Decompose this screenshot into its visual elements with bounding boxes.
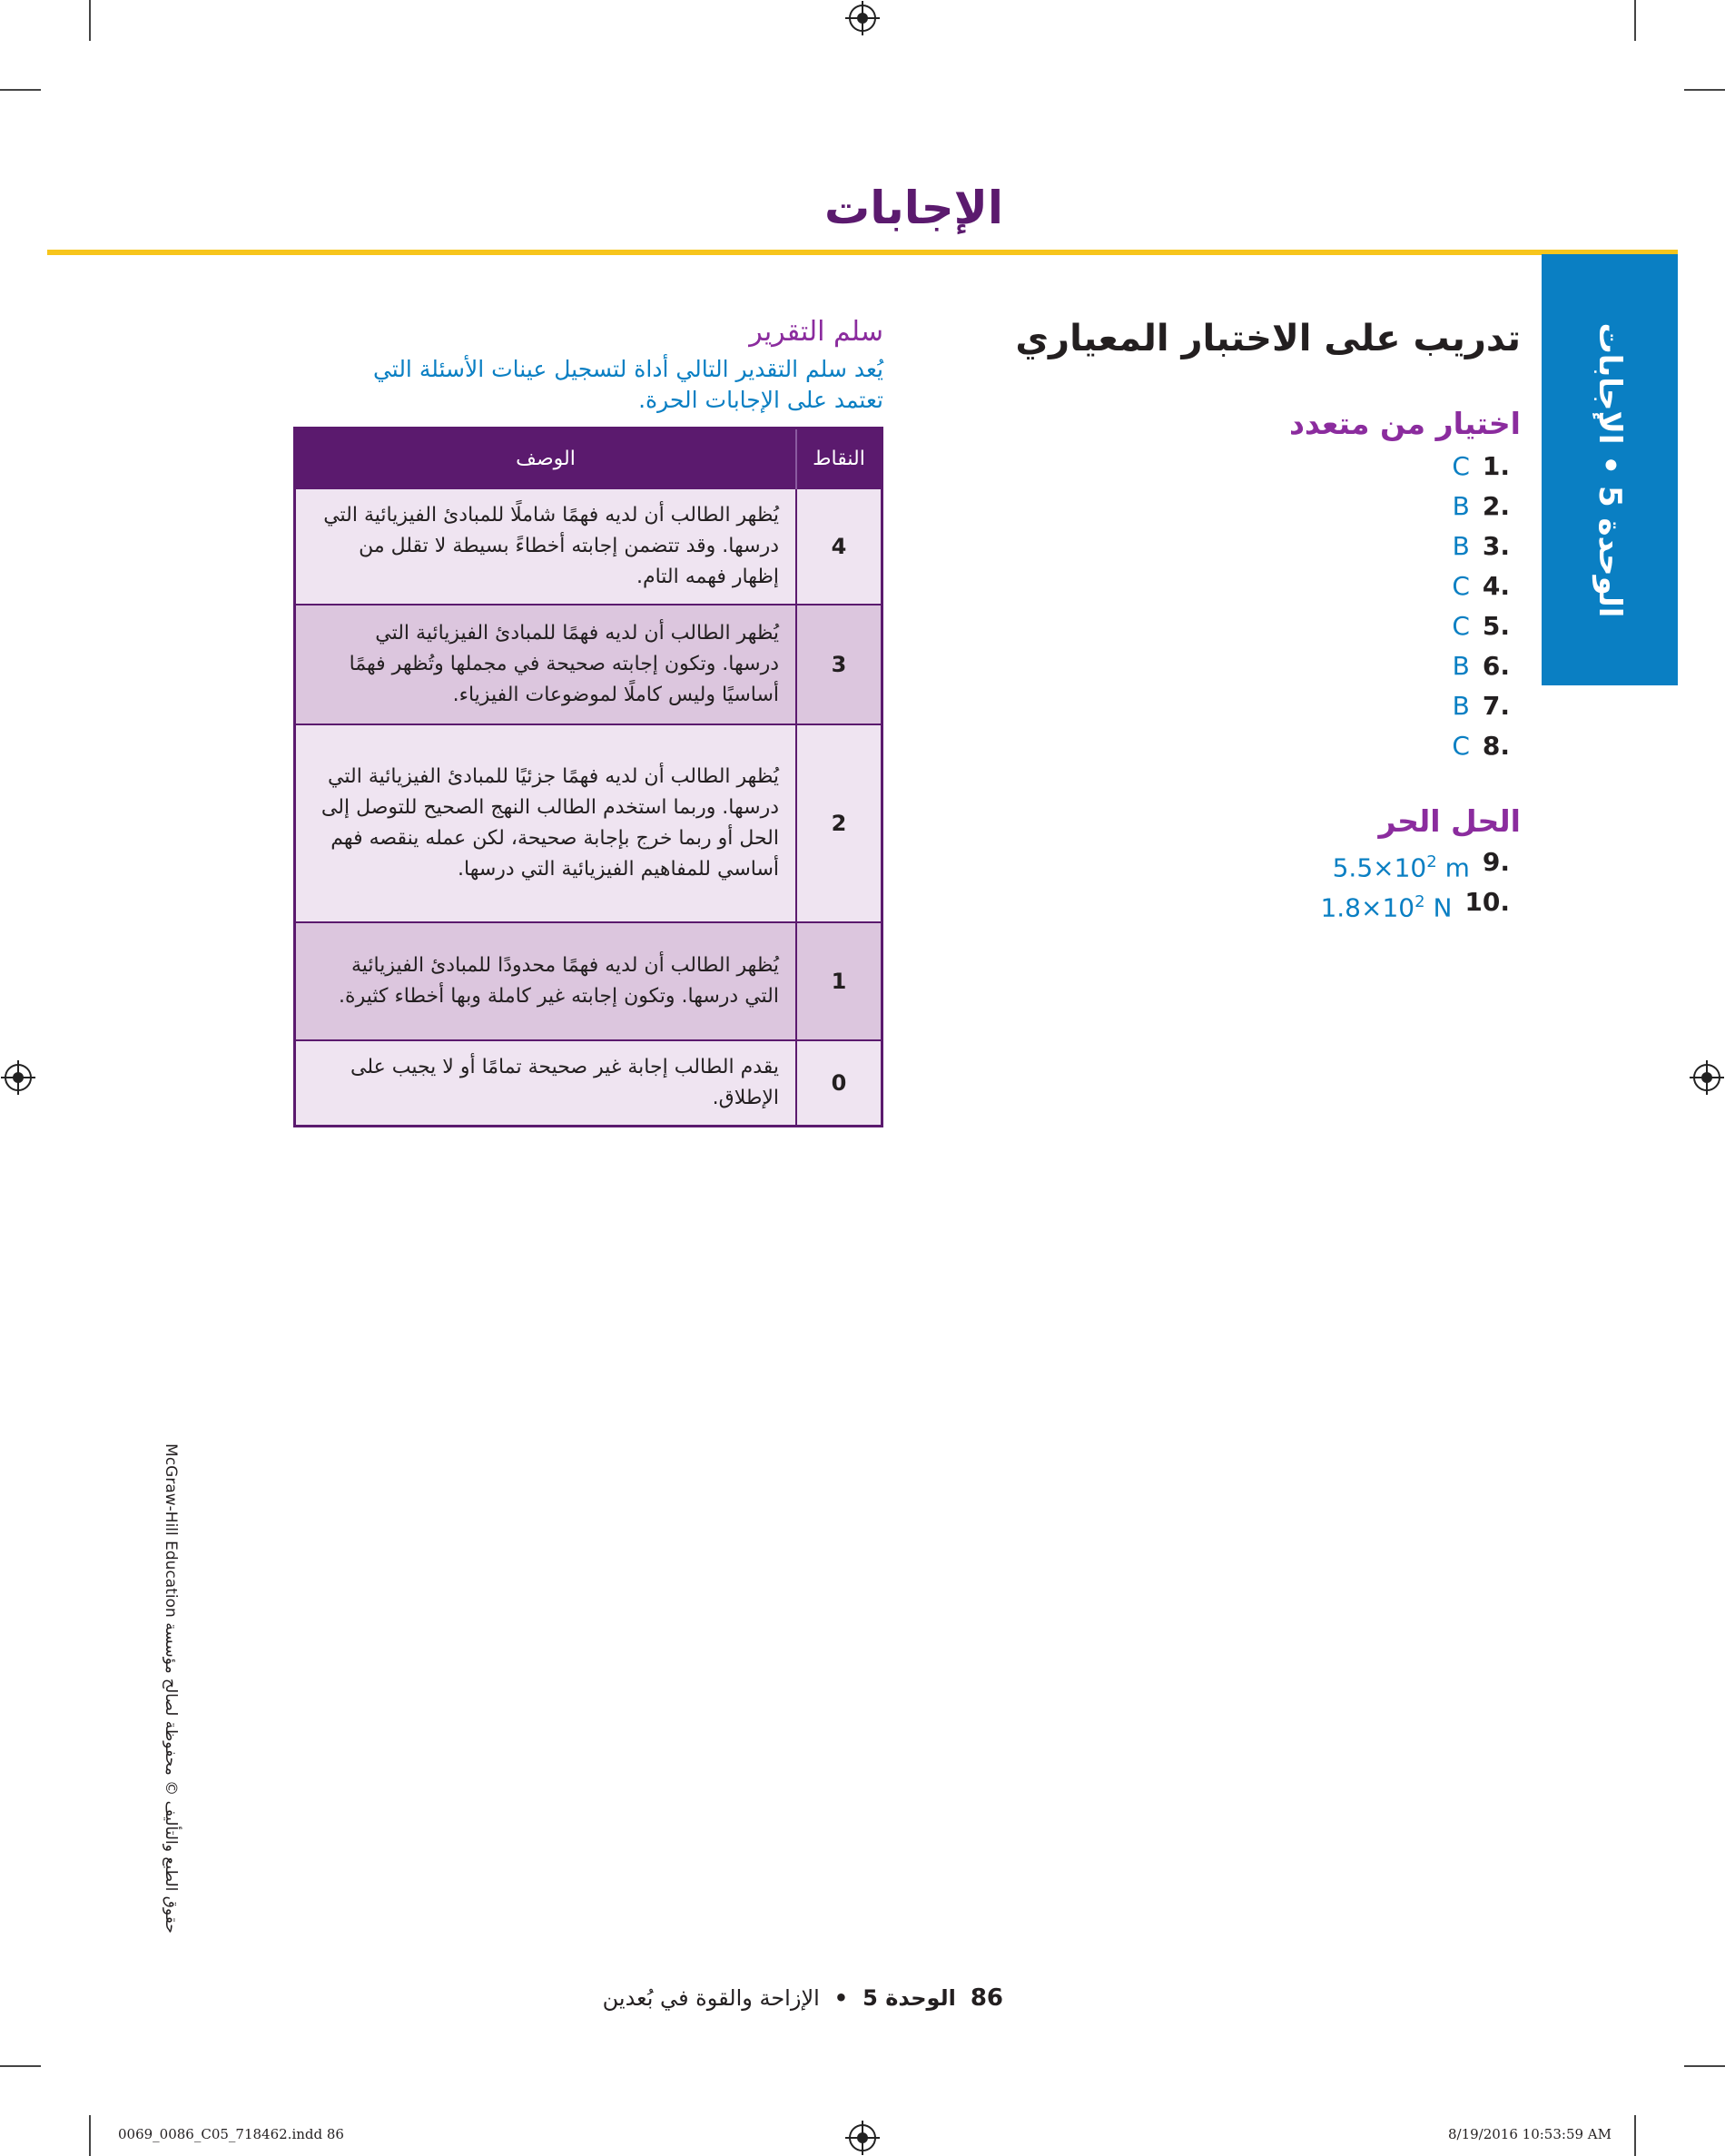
- registration-mark-icon: [849, 2124, 876, 2151]
- footer-chapter: الإزاحة والقوة في بُعدين: [602, 1985, 820, 2011]
- answer-number: 1.: [1482, 451, 1510, 481]
- rubric-table: [293, 427, 883, 1127]
- answer-value: [1333, 842, 1470, 882]
- list-item: [1452, 487, 1510, 527]
- list-item: [1452, 566, 1510, 606]
- crop-mark: [0, 2065, 41, 2067]
- table-row: [295, 724, 882, 922]
- answer-number: 5.: [1482, 611, 1510, 641]
- answer-mantissa: 5.5×10: [1332, 852, 1427, 883]
- multiple-choice-heading: اختيار من متعدد: [1288, 406, 1521, 441]
- crop-mark: [89, 2115, 91, 2156]
- answer-value: C: [1452, 731, 1470, 761]
- answer-number: 6.: [1482, 651, 1510, 681]
- answer-number: 10.: [1464, 887, 1510, 917]
- answer-number: 8.: [1482, 731, 1510, 761]
- rubric-text: يُظهر الطالب أن لديه فهمًا جزئيًا للمبادئ الفيزيائية التي درسها. وربما استخدم الطالب النهج الصحيح للتوصل إلى الحل أو ربما خرج بإجابة صحيحة، لكن عمله ينقصه فهم أساسي للمفاهيم الفيزيائية التي درسها.: [295, 724, 797, 922]
- rubric-text: يُظهر الطالب أن لديه فهمًا شاملًا للمبادئ الفيزيائية التي درسها. وقد تتضمن إجابته أخطاءً بسيطة لا تقلل من إظهار فهمه التام.: [295, 488, 797, 605]
- column-header-description: الوصف: [295, 428, 797, 489]
- table-row: [295, 605, 882, 724]
- answer-number: 2.: [1482, 491, 1510, 521]
- table-header-row: [295, 428, 882, 489]
- answer-number: 3.: [1482, 531, 1510, 561]
- crop-mark: [1634, 2115, 1636, 2156]
- answer-number: 4.: [1482, 571, 1510, 601]
- free-response-heading: الحل الحر: [1378, 803, 1521, 839]
- rubric-points: 2: [796, 724, 882, 922]
- table-row: [295, 488, 882, 605]
- column-header-points: النقاط: [796, 428, 882, 489]
- rubric-text: يُظهر الطالب أن لديه فهمًا للمبادئ الفيزيائية التي درسها. وتكون إجابته صحيحة في مجملها وتُظهر فهمًا أساسيًا وليس كاملًا لموضوعات الفيزياء.: [295, 605, 797, 724]
- title-rule: [47, 250, 1678, 255]
- list-item: [1452, 646, 1510, 686]
- rubric-points: 4: [796, 488, 882, 605]
- answer-value: B: [1452, 531, 1470, 561]
- crop-mark: [1684, 2065, 1725, 2067]
- answer-value: B: [1452, 691, 1470, 721]
- standardized-test-heading: تدريب على الاختبار المعياري: [1015, 318, 1521, 359]
- answer-exponent: 2: [1414, 892, 1425, 911]
- answer-value: B: [1452, 491, 1470, 521]
- crop-mark: [0, 89, 41, 91]
- side-tab-label: الوحدة 5 • الإجابات: [1592, 322, 1628, 617]
- list-item: [1452, 606, 1510, 646]
- registration-mark-icon: [849, 5, 876, 32]
- free-response-answers: [1320, 842, 1510, 922]
- answer-unit: N: [1433, 892, 1453, 923]
- side-tab: [1542, 254, 1678, 685]
- answer-value: [1320, 882, 1452, 922]
- list-item: [1320, 882, 1510, 922]
- rubric-description: يُعد سلم التقدير التالي أداة لتسجيل عينات الأسئلة التي تعتمد على الإجابات الحرة.: [372, 356, 883, 413]
- table-row: [295, 922, 882, 1040]
- rubric-text: يُظهر الطالب أن لديه فهمًا محدودًا للمبادئ الفيزيائية التي درسها. وتكون إجابته غير كاملة وبها أخطاء كثيرة.: [295, 922, 797, 1040]
- registration-mark-icon: [5, 1064, 32, 1091]
- answer-number: 7.: [1482, 691, 1510, 721]
- rubric-text: يقدم الطالب إجابة غير صحيحة تمامًا أو لا يجيب على الإطلاق.: [295, 1040, 797, 1127]
- list-item: [1452, 447, 1510, 487]
- rubric-points: 3: [796, 605, 882, 724]
- registration-mark-icon: [1693, 1064, 1720, 1091]
- rubric-points: 0: [796, 1040, 882, 1127]
- copyright-notice: حقوق الطبع والتأليف © محفوظة لصالح مؤسسة McGraw-Hill Education: [162, 1443, 180, 1934]
- table-row: [295, 1040, 882, 1127]
- list-item: [1452, 726, 1510, 766]
- rubric-title: سلم التقرير: [749, 316, 883, 348]
- crop-mark: [1634, 0, 1636, 41]
- answer-number: 9.: [1482, 847, 1510, 877]
- list-item: [1452, 686, 1510, 726]
- crop-mark: [89, 0, 91, 41]
- answer-value: B: [1452, 651, 1470, 681]
- page-number: 86: [970, 1984, 1003, 2012]
- footer-unit: الوحدة 5: [862, 1985, 956, 2011]
- print-slug-date: 8/19/2016 10:53:59 AM: [1447, 2126, 1612, 2142]
- answer-mantissa: 1.8×10: [1320, 892, 1415, 923]
- multiple-choice-answers: [1452, 447, 1510, 766]
- answer-value: C: [1452, 571, 1470, 601]
- answer-unit: m: [1444, 852, 1470, 883]
- footer-separator: •: [833, 1985, 849, 2011]
- page-title: الإجابات: [824, 182, 1003, 234]
- page-footer: [603, 1984, 1003, 2012]
- print-slug-file: 0069_0086_C05_718462.indd 86: [118, 2126, 344, 2142]
- list-item: [1452, 527, 1510, 566]
- answer-exponent: 2: [1426, 852, 1437, 871]
- list-item: [1320, 842, 1510, 882]
- crop-mark: [1684, 89, 1725, 91]
- answer-value: C: [1452, 611, 1470, 641]
- rubric-points: 1: [796, 922, 882, 1040]
- answer-value: C: [1452, 451, 1470, 481]
